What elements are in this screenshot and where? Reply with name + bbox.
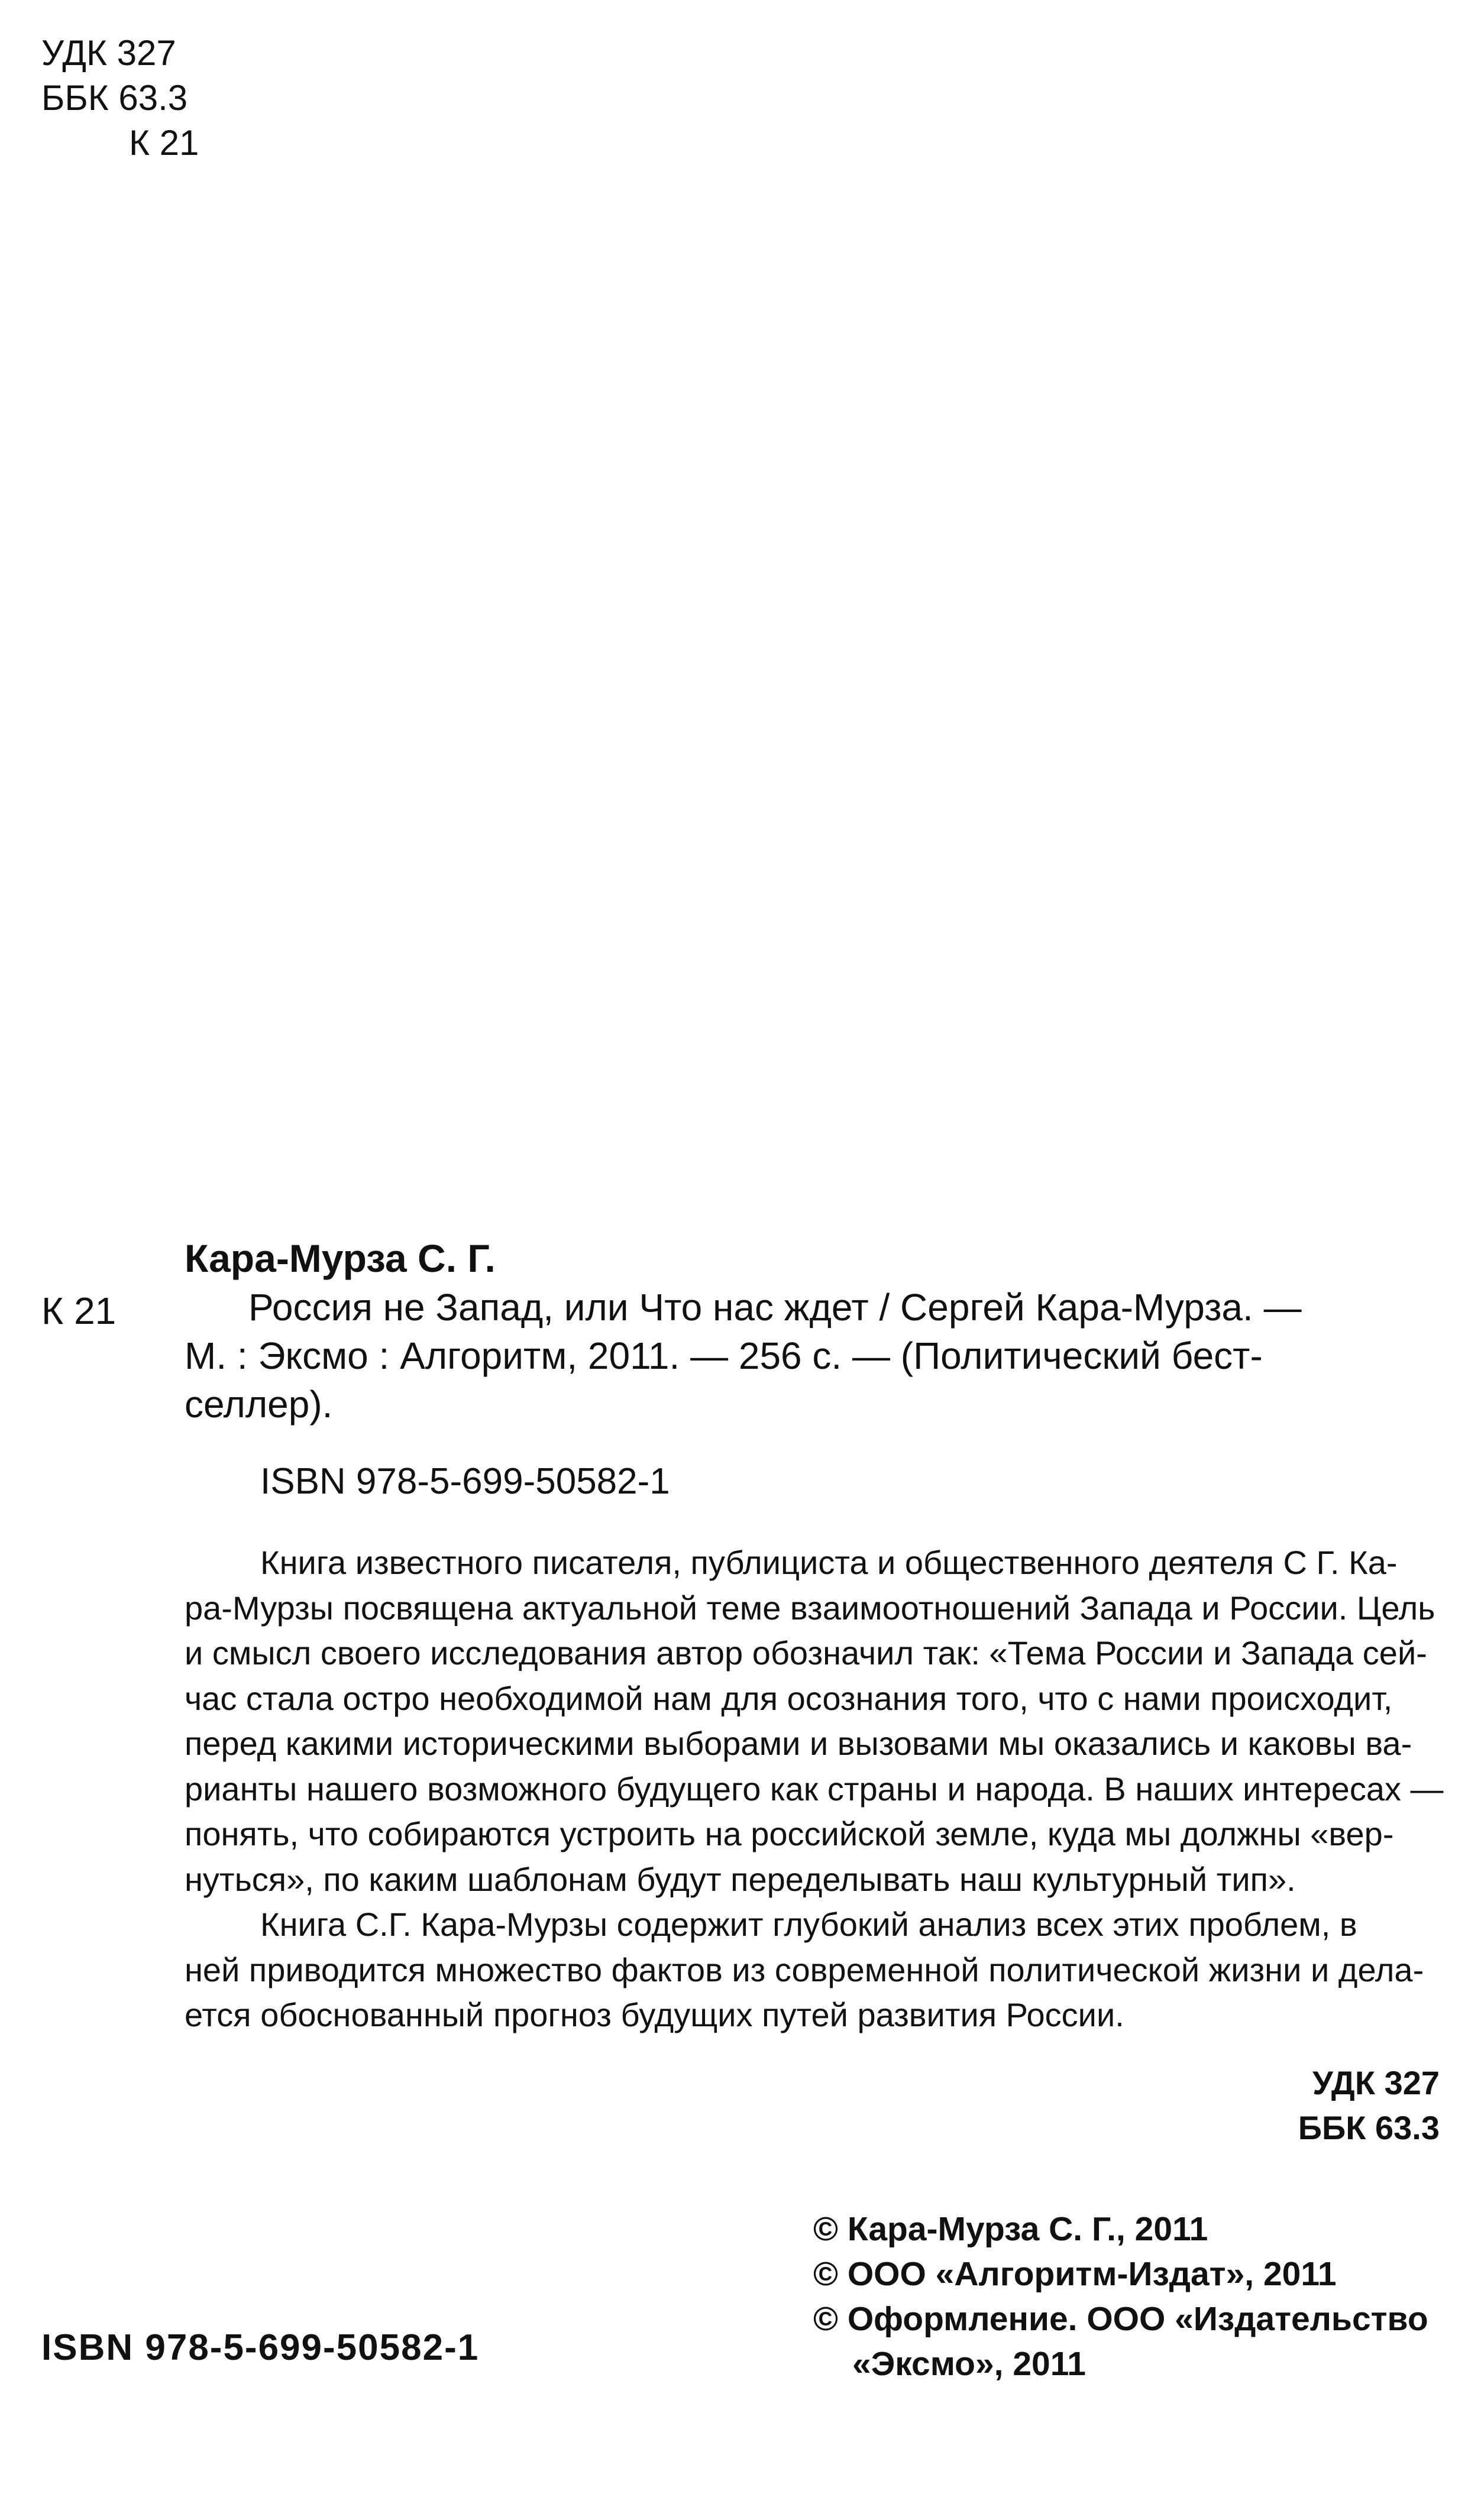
annotation-line: нуться», по каким шаблонам будут переделывать наш культурный тип».	[185, 1860, 1296, 1898]
bottom-classification-codes	[1298, 2061, 1440, 2150]
copyright-block	[813, 2207, 1428, 2386]
bottom-bbk-code: ББК 63.3	[1298, 2109, 1440, 2146]
annotation-line: Книга С.Г. Кара-Мурзы содержит глубокий анализ всех этих проблем, в	[260, 1906, 1357, 1943]
annotation-line: понять, что собираются устроить на российской земле, куда мы должны «вер-	[185, 1815, 1394, 1852]
copyright-line: © Кара-Мурза С. Г., 2011	[813, 2210, 1208, 2248]
entry-author-mark: К 21	[41, 1290, 117, 1332]
annotation-line: рианты нашего возможного будущего как страны и народа. В наших интересах —	[185, 1770, 1444, 1808]
author-heading: Кара-Мурза С. Г.	[185, 1236, 496, 1280]
bottom-udk-code: УДК 327	[1312, 2064, 1440, 2101]
entry-isbn: ISBN 978-5-699-50582-1	[260, 1461, 670, 1502]
annotation-line: ней приводится множество фактов из современной политической жизни и дела-	[185, 1951, 1424, 1988]
biblio-line: М. : Эксмо : Алгоритм, 2011. — 256 с. — (Политический бест-	[185, 1335, 1263, 1377]
bibliographic-description	[185, 1283, 1457, 1429]
annotation-line: и смысл своего исследования автор обозначил так: «Тема России и Запада сей-	[185, 1634, 1427, 1672]
annotation-line: ется обоснованный прогноз будущих путей развития России.	[185, 1996, 1124, 2033]
biblio-line: селлер).	[185, 1383, 333, 1426]
top-udk-code: УДК 327	[41, 33, 176, 73]
annotation-line: перед какими историческими выборами и вызовами мы оказались и каковы ва-	[185, 1725, 1412, 1762]
top-author-mark: К 21	[129, 123, 199, 163]
copyright-line: «Эксмо», 2011	[852, 2345, 1086, 2383]
biblio-line: Россия не Запад, или Что нас ждет / Сергей Кара-Мурза. —	[248, 1286, 1302, 1329]
copyright-line: © ООО «Алгоритм-Издат», 2011	[813, 2255, 1337, 2293]
annotation-line: ра-Мурзы посвящена актуальной теме взаимоотношений Запада и России. Цель	[185, 1589, 1435, 1627]
annotation	[185, 1540, 1444, 2038]
footer-isbn: ISBN 978-5-699-50582-1	[41, 2327, 480, 2368]
top-bbk-code: ББК 63.3	[41, 78, 188, 118]
annotation-line: час стала остро необходимой нам для осознания того, что с нами происходит,	[185, 1679, 1393, 1717]
copyright-line: © Оформление. ООО «Издательство	[813, 2300, 1428, 2338]
annotation-line: Книга известного писателя, публициста и общественного деятеля С Г. Ка-	[260, 1544, 1398, 1581]
top-classification-codes	[41, 31, 199, 166]
